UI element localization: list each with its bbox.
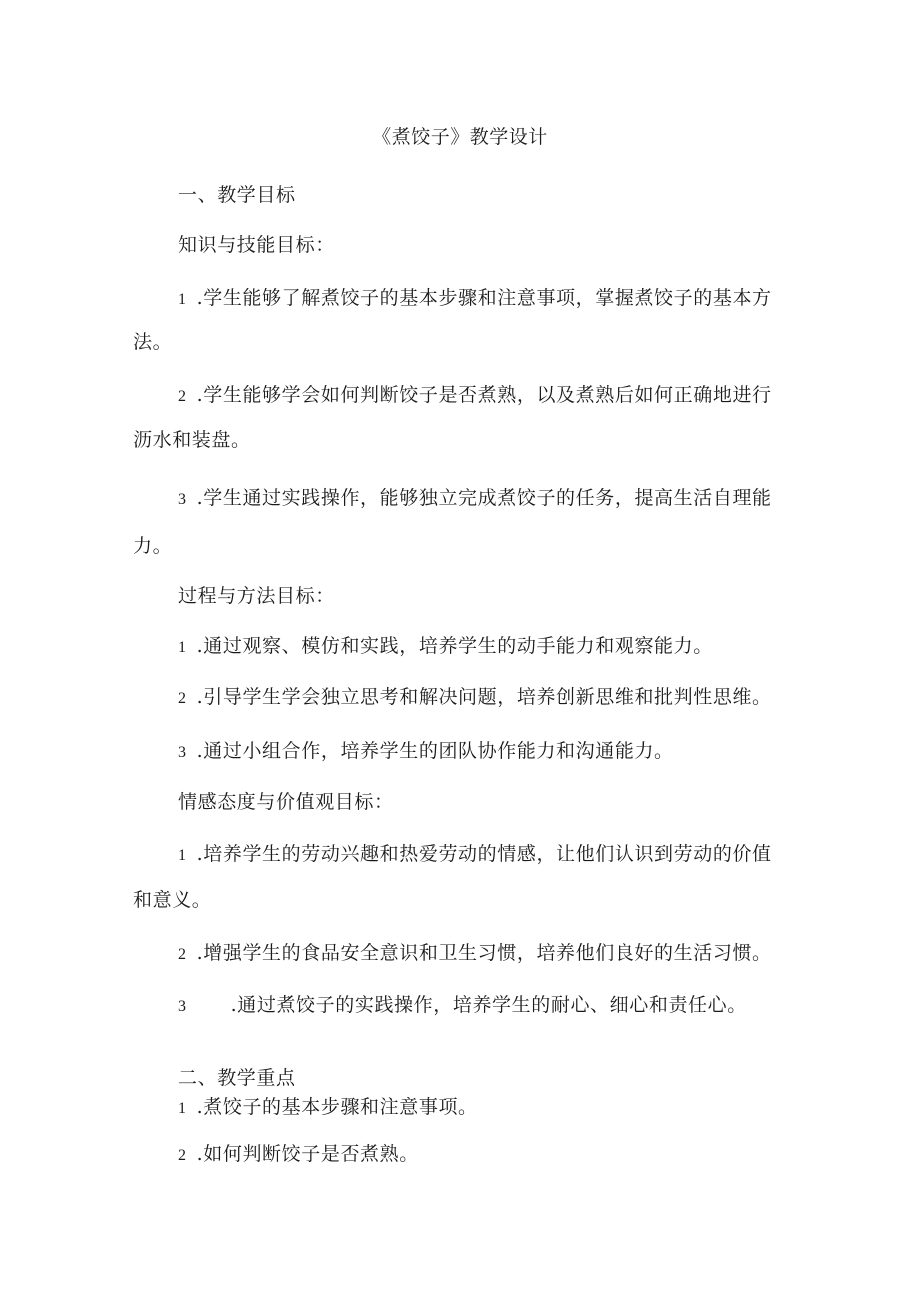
section-heading-objectives: 一、教学目标 <box>178 184 296 206</box>
keypoint-item-1 <box>178 1093 478 1123</box>
item-text: .学生能够了解煮饺子的基本步骤和注意事项，掌握煮饺子的基本方 <box>196 287 772 309</box>
item-text: .通过煮饺子的实践操作，培养学生的耐心、细心和责任心。 <box>230 994 747 1016</box>
item-number: 1 <box>178 639 187 656</box>
item-text: .学生通过实践操作，能够独立完成煮饺子的任务，提高生活自理能 <box>196 487 772 509</box>
knowledge-item-1-continued: 法。 <box>133 331 173 353</box>
item-number: 2 <box>178 388 187 405</box>
item-number: 3 <box>178 744 187 761</box>
emotion-item-3 <box>178 991 747 1021</box>
subheading-process: 过程与方法目标： <box>178 585 335 607</box>
item-number: 1 <box>178 291 187 308</box>
item-text: .煮饺子的基本步骤和注意事项。 <box>196 1096 478 1118</box>
item-number: 1 <box>178 847 187 864</box>
item-text: .培养学生的劳动兴趣和热爱劳动的情感，让他们认识到劳动的价值 <box>196 843 772 865</box>
item-text: .增强学生的食品安全意识和卫生习惯，培养他们良好的生活习惯。 <box>196 942 772 964</box>
subheading-knowledge: 知识与技能目标： <box>178 234 335 256</box>
item-text: .学生能够学会如何判断饺子是否煮熟，以及煮熟后如何正确地进行 <box>196 384 772 406</box>
item-number: 3 <box>178 491 187 508</box>
knowledge-item-2-continued: 沥水和装盘。 <box>133 429 251 451</box>
process-item-3 <box>178 737 674 767</box>
knowledge-item-2 <box>178 381 772 411</box>
keypoint-item-2 <box>178 1140 419 1170</box>
emotion-item-2 <box>178 939 772 969</box>
emotion-item-1-continued: 和意义。 <box>133 889 212 911</box>
item-text: .引导学生学会独立思考和解决问题，培养创新思维和批判性思维。 <box>196 686 772 708</box>
item-number: 2 <box>178 946 187 963</box>
subheading-emotion: 情感态度与价值观目标： <box>178 791 394 813</box>
item-text: .通过观察、模仿和实践，培养学生的动手能力和观察能力。 <box>196 635 713 657</box>
knowledge-item-1 <box>178 284 772 314</box>
document-title: 《煮饺子》教学设计 <box>372 126 548 148</box>
item-text: .通过小组合作，培养学生的团队协作能力和沟通能力。 <box>196 740 674 762</box>
section-heading-key-points: 二、教学重点 <box>178 1067 296 1089</box>
item-number: 3 <box>178 998 187 1015</box>
knowledge-item-3 <box>178 484 772 514</box>
item-number: 1 <box>178 1100 187 1117</box>
process-item-2 <box>178 683 772 713</box>
emotion-item-1 <box>178 840 772 870</box>
knowledge-item-3-continued: 力。 <box>133 535 173 557</box>
item-text: .如何判断饺子是否煮熟。 <box>196 1143 419 1165</box>
process-item-1 <box>178 632 713 662</box>
item-number: 2 <box>178 1147 187 1164</box>
item-number: 2 <box>178 690 187 707</box>
